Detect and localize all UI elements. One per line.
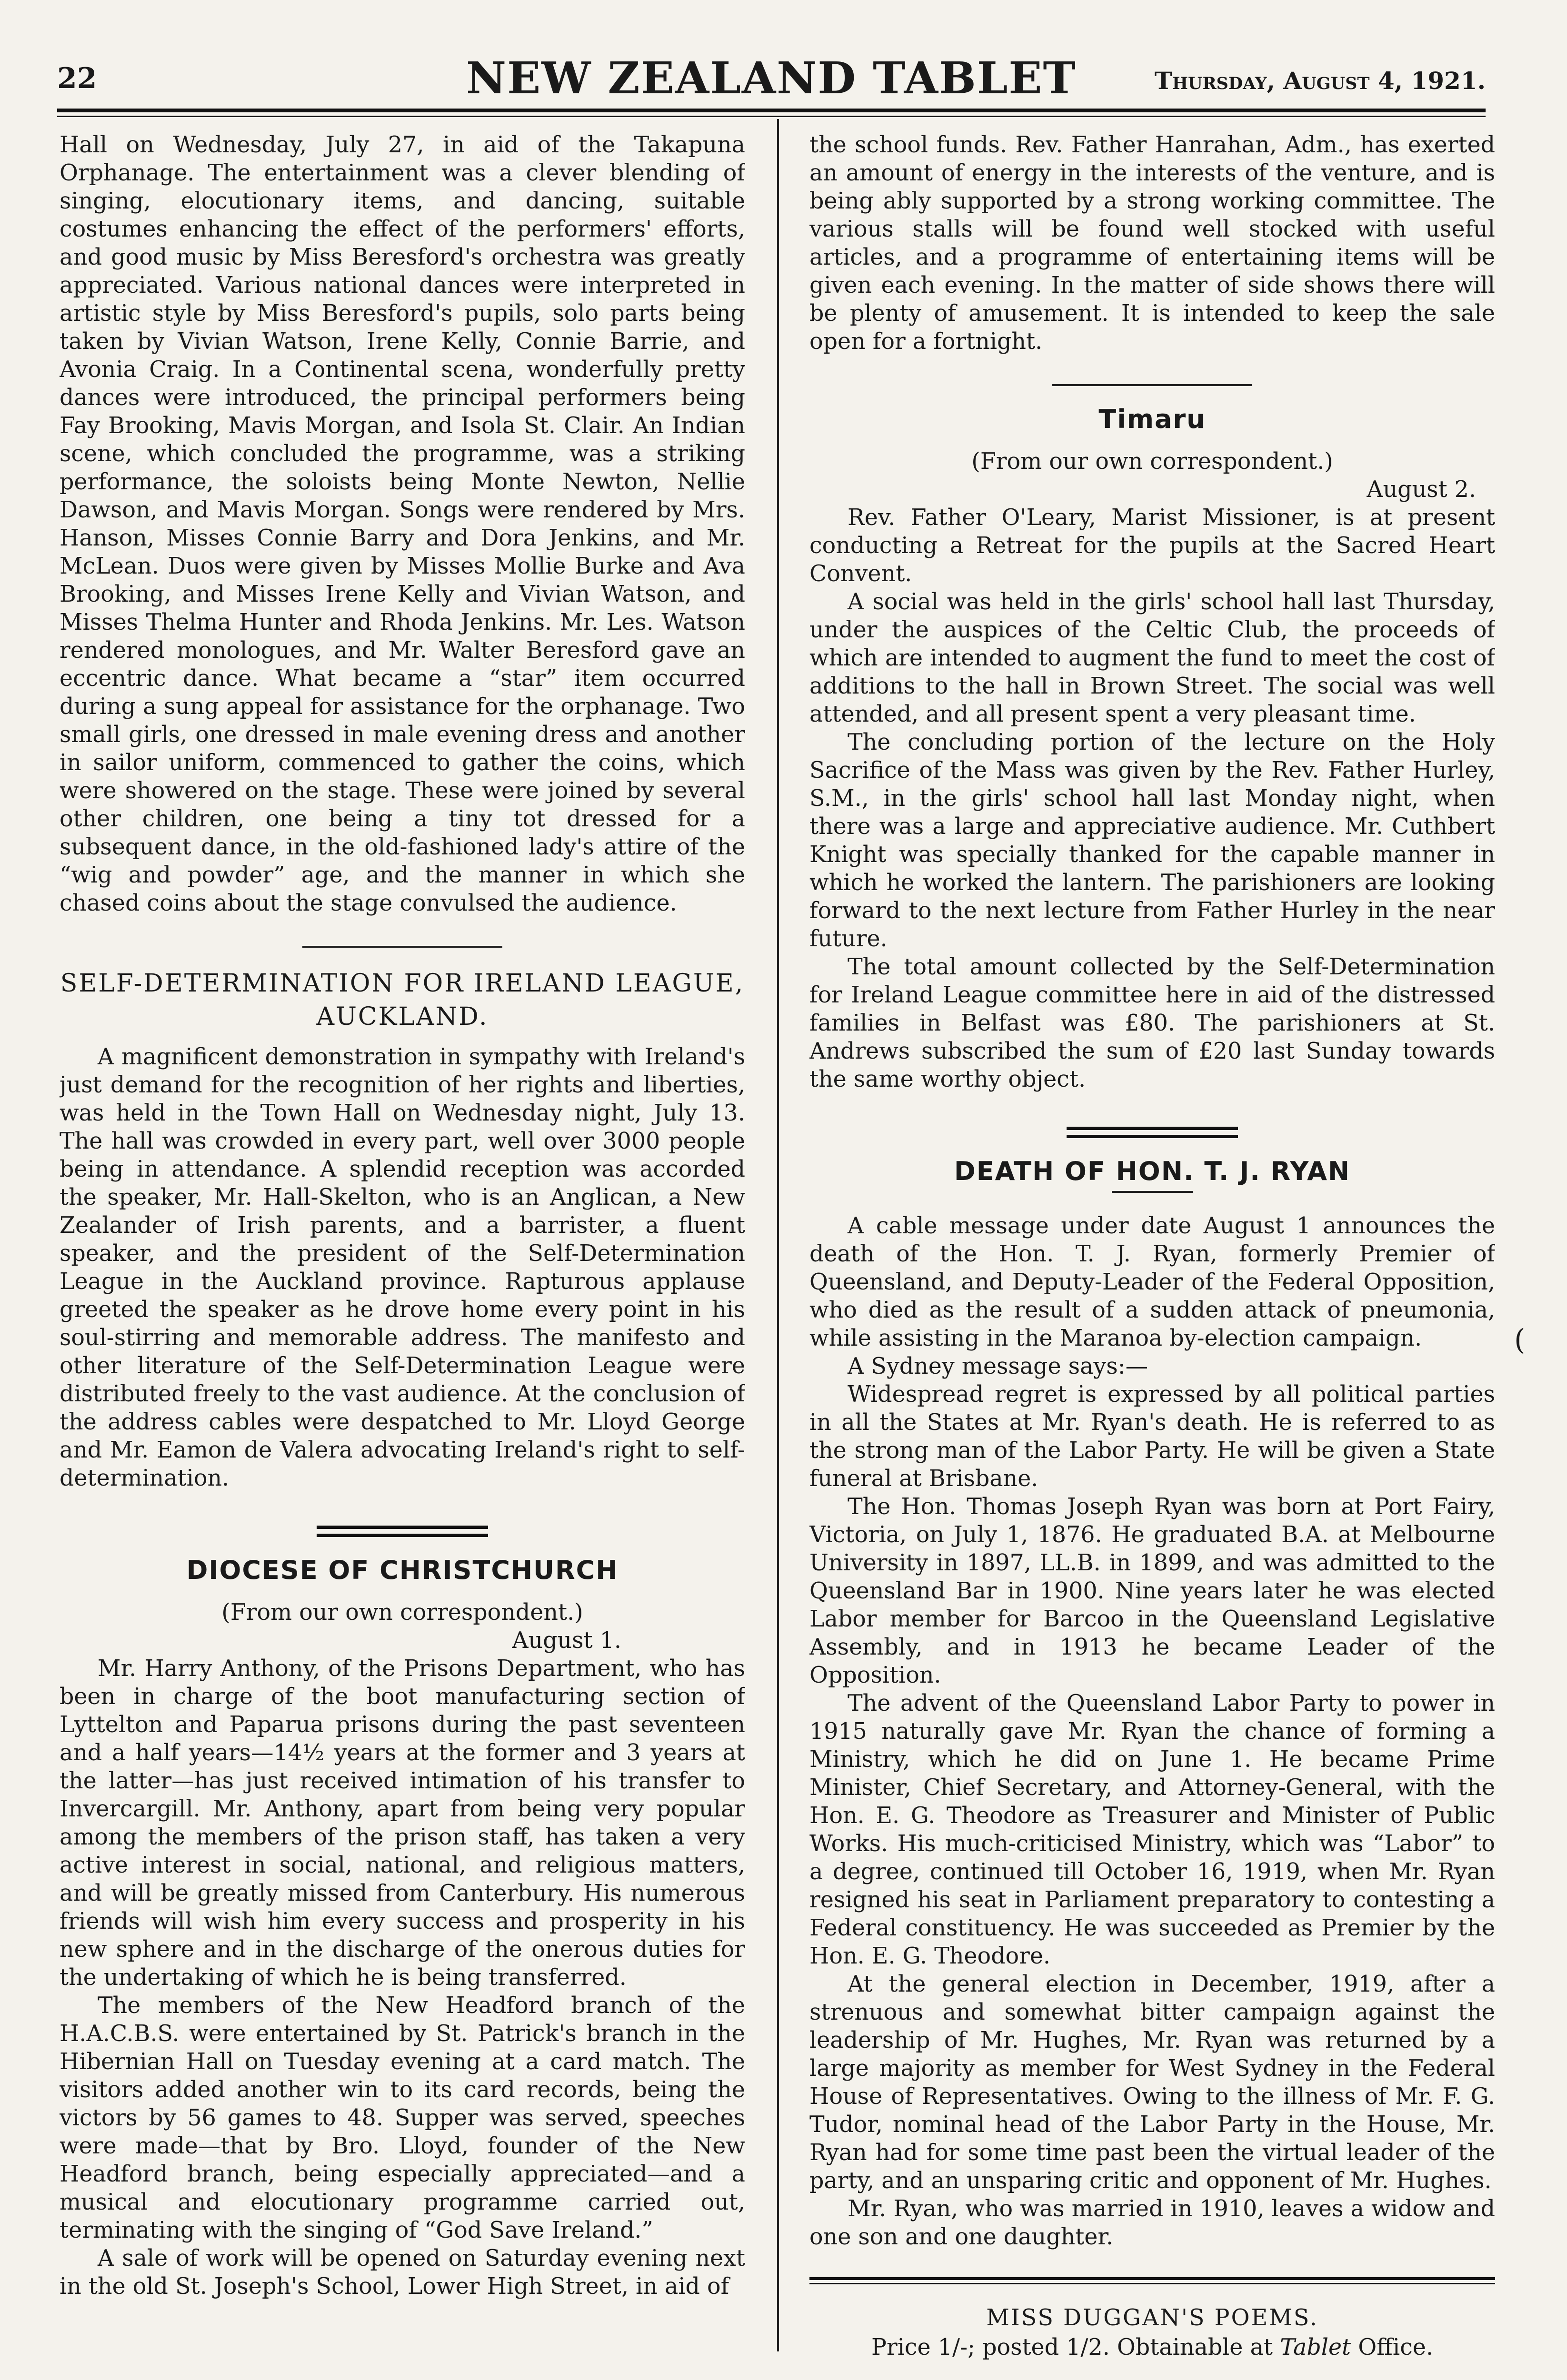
timaru-heading: Timaru [1098, 404, 1206, 434]
self-determination-heading: SELF-DETERMINATION FOR IRELAND LEAGUE, AUCKLAND. [60, 969, 745, 1031]
timaru-date: August 2. [1367, 476, 1476, 503]
ryan-paragraph: Mr. Ryan, who was married in 1910, leaves a widow and one son and one daughter. [809, 2196, 1495, 2250]
notice-obtain-prefix: Obtainable at [1117, 2334, 1280, 2360]
notice-price: Price 1/-; posted 1/2. [871, 2334, 1110, 2360]
notice-title: MISS DUGGAN'S POEMS. [986, 2305, 1318, 2331]
ryan-paragraph: A cable message under date August 1 announces the death of the Hon. T. J. Ryan, formerly Premier of Queensland, and Deputy-Leader of the Federal Opposition, who died as the result of a sudden attack of pneumonia, while assisting in the Maranoa by-election campaign. [809, 1213, 1495, 1351]
right-column [809, 131, 1495, 2368]
timaru-paragraph: Rev. Father O'Leary, Marist Missioner, is at present conducting a Retreat for the pupils at the Sacred Heart Convent. [809, 505, 1495, 587]
heading-underline [1112, 1191, 1193, 1193]
notice-tablet: Tablet [1280, 2334, 1351, 2360]
ryan-heading: DEATH OF HON. T. J. RYAN [954, 1156, 1351, 1186]
self-determination-article: A magnificent demonstration in sympathy with Ireland's just demand for the recognition of her rights and liberties, was held in the Town Hall on Wednesday night, July 13. The hall was crowded in every part, well over 3000 people being in attendance. A splendid reception was accorded the speaker, Mr. Hall-Skelton, who is an Anglican, a New Zealander of Irish parents, and a barrister, a fluent speaker, and the president of the Self-Determination League in the Auckland province. Rapturous applause greeted the speaker as he drove home every point in his soul-stirring and memorable address. The manifesto and other literature of the Self-Determination League were distributed freely to the vast audience. At the conclusion of the address cables were despatched to Mr. Lloyd George and Mr. Eamon de Valera advocating Ireland's right to self-determination. [60, 1044, 745, 1491]
christchurch-byline: (From our own correspondent.) [221, 1599, 583, 1626]
ryan-paragraph: The advent of the Queensland Labor Party to power in 1915 naturally gave Mr. Ryan the chance of forming a Ministry, which he did on June 1. He became Prime Minister, Chief Secretary, and Attorney-General, with the Hon. E. G. Theodore as Treasurer and Minister of Public Works. His much-criticised Ministry, which was “Labor” to a degree, continued till October 16, 1919, when Mr. Ryan resigned his seat in Parliament preparatory to contesting a Federal constituency. He was succeeded as Premier by the Hon. E. G. Theodore. [809, 1690, 1495, 1969]
masthead: NEW ZEALAND TABLET [466, 52, 1077, 104]
margin-bracket-icon: ( [1514, 1323, 1526, 1357]
section-separator [1067, 1127, 1238, 1138]
timaru-paragraph: The concluding portion of the lecture on the Holy Sacrifice of the Mass was given by the Rev. Father Hurley, S.M., in the girls' school hall last Monday night, when there was a large and appreciative audience. Mr. Cuthbert Knight was specially thanked for the capable manner in which he worked the lantern. The parishioners are looking forward to the next lecture from Father Hurley in the near future. [809, 729, 1495, 952]
ryan-paragraph: Widespread regret is expressed by all political parties in all the States at Mr. Ryan's death. He is referred to as the strong man of the Labor Party. He will be given a State funeral at Brisbane. [809, 1381, 1495, 1492]
page-number: 22 [57, 62, 97, 95]
page-header [57, 52, 1486, 105]
christchurch-paragraph: The members of the New Headford branch of the H.A.C.B.S. were entertained by St. Patrick's branch in the Hibernian Hall on Tuesday evening at a card match. The visitors added another win to its card records, being the victors by 56 games to 48. Supper was served, speeches were made—that by Bro. Lloyd, founder of the New Headford branch, being especially appreciated—and a musical and elocutionary programme carried out, terminating with the singing of “God Save Ireland.” [60, 1993, 745, 2243]
takapuna-article: Hall on Wednesday, July 27, in aid of the Takapuna Orphanage. The entertainment was a clever blending of singing, elocutionary items, and dancing, suitable costumes enhancing the effect of the performers' efforts, and good music by Miss Beresford's orchestra was greatly appreciated. Various national dances were interpreted in artistic style by Miss Beresford's pupils, solo parts being taken by Vivian Watson, Irene Kelly, Connie Barrie, and Avonia Craig. In a Continental scena, wonderfully pretty dances were introduced, the principal performers being Fay Brooking, Mavis Morgan, and Isola St. Clair. An Indian scene, which concluded the programme, was a striking performance, the soloists being Monte Newton, Nellie Dawson, and Mavis Morgan. Songs were rendered by Mrs. Hanson, Misses Connie Barry and Dora Jenkins, and Mr. McLean. Duos were given by Misses Mollie Burke and Ava Brooking, and Misses Irene Kelly and Vivian Watson, and Misses Thelma Hunter and Rhoda Jenkins. Mr. Les. Watson rendered monologues, and Mr. Walter Beresford gave an eccentric dance. What became a “star” item occurred during a sung appeal for assistance for the orphanage. Two small girls, one dressed in male evening dress and another in sailor uniform, commenced to gather the coins, which were showered on the stage. These were joined by several other children, one being a tiny tot dressed for a subsequent dance, in the old-fashioned lady's attire of the “wig and powder” age, and the manner in which she chased coins about the stage convulsed the audience. [60, 132, 745, 916]
notice-price-line [809, 2333, 1495, 2362]
notice-obtain-suffix: Office. [1351, 2334, 1433, 2360]
timaru-paragraph: The total amount collected by the Self-Determination for Ireland League committee here in aid of the distressed families in Belfast was £80. The parishioners at St. Andrews subscribed the sum of £20 last Sunday towards the same worthy object. [809, 954, 1495, 1092]
christchurch-paragraph: A sale of work will be opened on Saturday evening next in the old St. Joseph's School, Lower High Street, in aid of [60, 2245, 745, 2300]
notice-separator [809, 2277, 1495, 2284]
christchurch-heading: DIOCESE OF CHRISTCHURCH [186, 1555, 619, 1585]
column-divider [777, 119, 779, 2351]
ryan-paragraph: The Hon. Thomas Joseph Ryan was born at Port Fairy, Victoria, on July 1, 1876. He graduated B.A. at Melbourne University in 1897, LL.B. in 1899, and was admitted to the Queensland Bar in 1900. Nine years later he was elected Labor member for Barcoo in the Queensland Legislative Assembly, and in 1913 he became Leader of the Opposition. [809, 1494, 1495, 1688]
christchurch-date: August 1. [512, 1627, 621, 1654]
christchurch-paragraph: Mr. Harry Anthony, of the Prisons Department, who has been in charge of the boot manufacturing section of Lyttelton and Paparua prisons during the past seventeen and a half years—14½ years at the former and 3 years at the latter—has just received intimation of his transfer to Invercargill. Mr. Anthony, apart from being very popular among the members of the prison staff, has taken a very active interest in social, national, and religious matters, and will be greatly missed from Canterbury. His numerous friends will wish him every success and prosperity in his new sphere and in the discharge of the onerous duties for the undertaking of which he is being transferred. [60, 1656, 745, 1991]
timaru-paragraph: A social was held in the girls' school hall last Thursday, under the auspices of the Celtic Club, the proceeds of which are intended to augment the fund to meet the cost of additions to the hall in Brown Street. The social was well attended, and all present spent a very pleasant time. [809, 589, 1495, 727]
sale-continued: the school funds. Rev. Father Hanrahan, Adm., has exerted an amount of energy in the interests of the venture, and is being ably supported by a strong working committee. The various stalls will be found well stocked with useful articles, and a programme of entertaining items will be given each evening. In the matter of side shows there will be plenty of amusement. It is intended to keep the sale open for a fortnight. [809, 132, 1495, 355]
header-rule-thin [57, 116, 1486, 117]
article-separator [302, 946, 502, 948]
issue-date: Thursday, August 4, 1921. [1154, 67, 1486, 95]
poems-notice [809, 2303, 1495, 2362]
section-separator [317, 1526, 488, 1537]
header-rule [57, 109, 1486, 112]
timaru-byline: (From our own correspondent.) [971, 448, 1333, 475]
ryan-paragraph: At the general election in December, 1919, after a strenuous and somewhat bitter campaign against the leadership of Mr. Hughes, Mr. Ryan was returned by a large majority as member for West Sydney in the Federal House of Representatives. Owing to the illness of Mr. F. G. Tudor, nominal head of the Labor Party in the House, Mr. Ryan had for some time past been the virtual leader of the party, and an unsparing critic and opponent of Mr. Hughes. [809, 1971, 1495, 2194]
article-separator [1052, 384, 1252, 386]
left-column [60, 131, 745, 2368]
ryan-paragraph: A Sydney message says:— [848, 1353, 1148, 1379]
